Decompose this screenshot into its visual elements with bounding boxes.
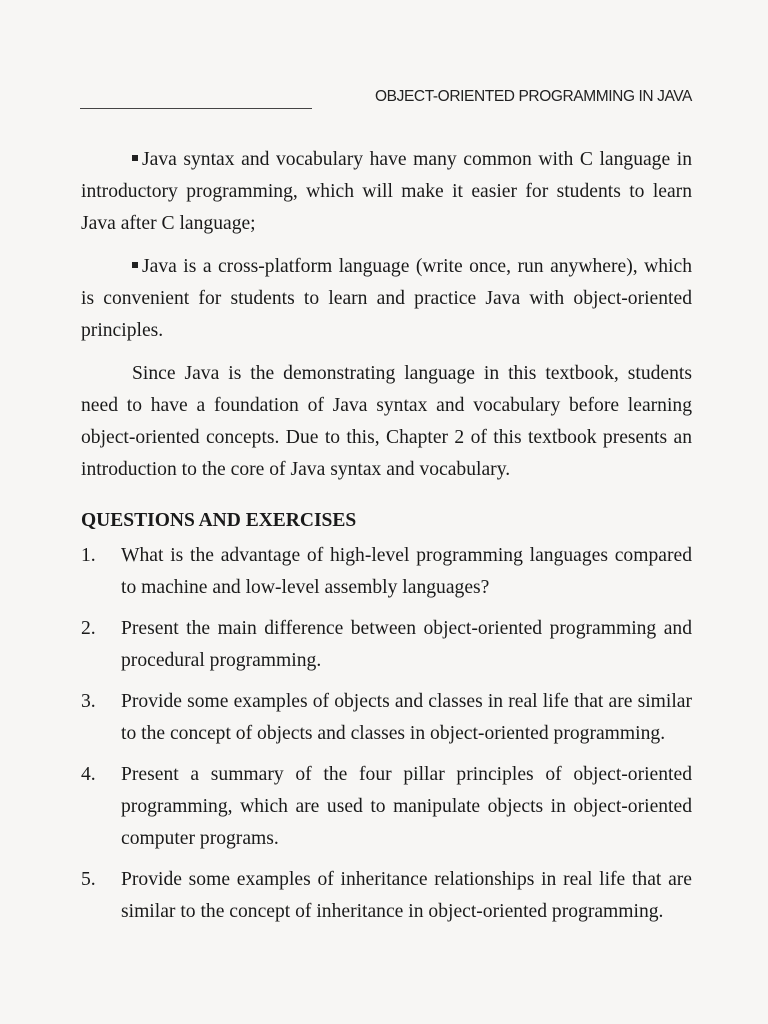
running-header	[80, 88, 692, 110]
square-bullet-icon	[132, 262, 138, 268]
question-item	[81, 759, 692, 855]
question-text: What is the advantage of high-level programming languages compared to machine and low-level assembly languages?	[121, 545, 692, 598]
question-text: Present a summary of the four pillar principles of object-oriented programming, which are used to manipulate objects in object-oriented computer programs.	[121, 764, 692, 849]
question-item	[81, 686, 692, 750]
question-number: 5.	[81, 869, 96, 890]
question-item	[81, 864, 692, 928]
bullet-paragraph	[81, 251, 692, 347]
question-text: Provide some examples of inheritance relationships in real life that are similar to the concept of inheritance in object-oriented programming.	[121, 869, 692, 922]
question-item	[81, 613, 692, 677]
header-title: OBJECT-ORIENTED PROGRAMMING IN JAVA	[375, 88, 692, 105]
bullet-paragraph	[81, 144, 692, 240]
bullet-text: Java syntax and vocabulary have many common with C language in introductory programming, which will make it easier for students to learn Java after C language;	[81, 149, 692, 234]
question-number: 2.	[81, 618, 96, 639]
question-number: 1.	[81, 545, 96, 566]
section-heading: QUESTIONS AND EXERCISES	[81, 510, 357, 531]
body-paragraph: Since Java is the demonstrating language in this textbook, students need to have a foundation of Java syntax and vocabulary before learning object-oriented concepts. Due to this, Chapter 2 of this textbook presents an introduction to the core of Java syntax and vocabulary.	[81, 363, 692, 480]
question-text: Present the main difference between object-oriented programming and procedural programming.	[121, 618, 692, 671]
question-number: 3.	[81, 691, 96, 712]
header-rule	[80, 108, 312, 109]
square-bullet-icon	[132, 155, 138, 161]
bullet-text: Java is a cross-platform language (write once, run anywhere), which is convenient for students to learn and practice Java with object-oriented principles.	[81, 256, 692, 341]
question-number: 4.	[81, 764, 96, 785]
page-body	[81, 144, 692, 937]
questions-list	[81, 540, 692, 928]
question-item	[81, 540, 692, 604]
question-text: Provide some examples of objects and classes in real life that are similar to the concept of objects and classes in object-oriented programming.	[121, 691, 692, 744]
